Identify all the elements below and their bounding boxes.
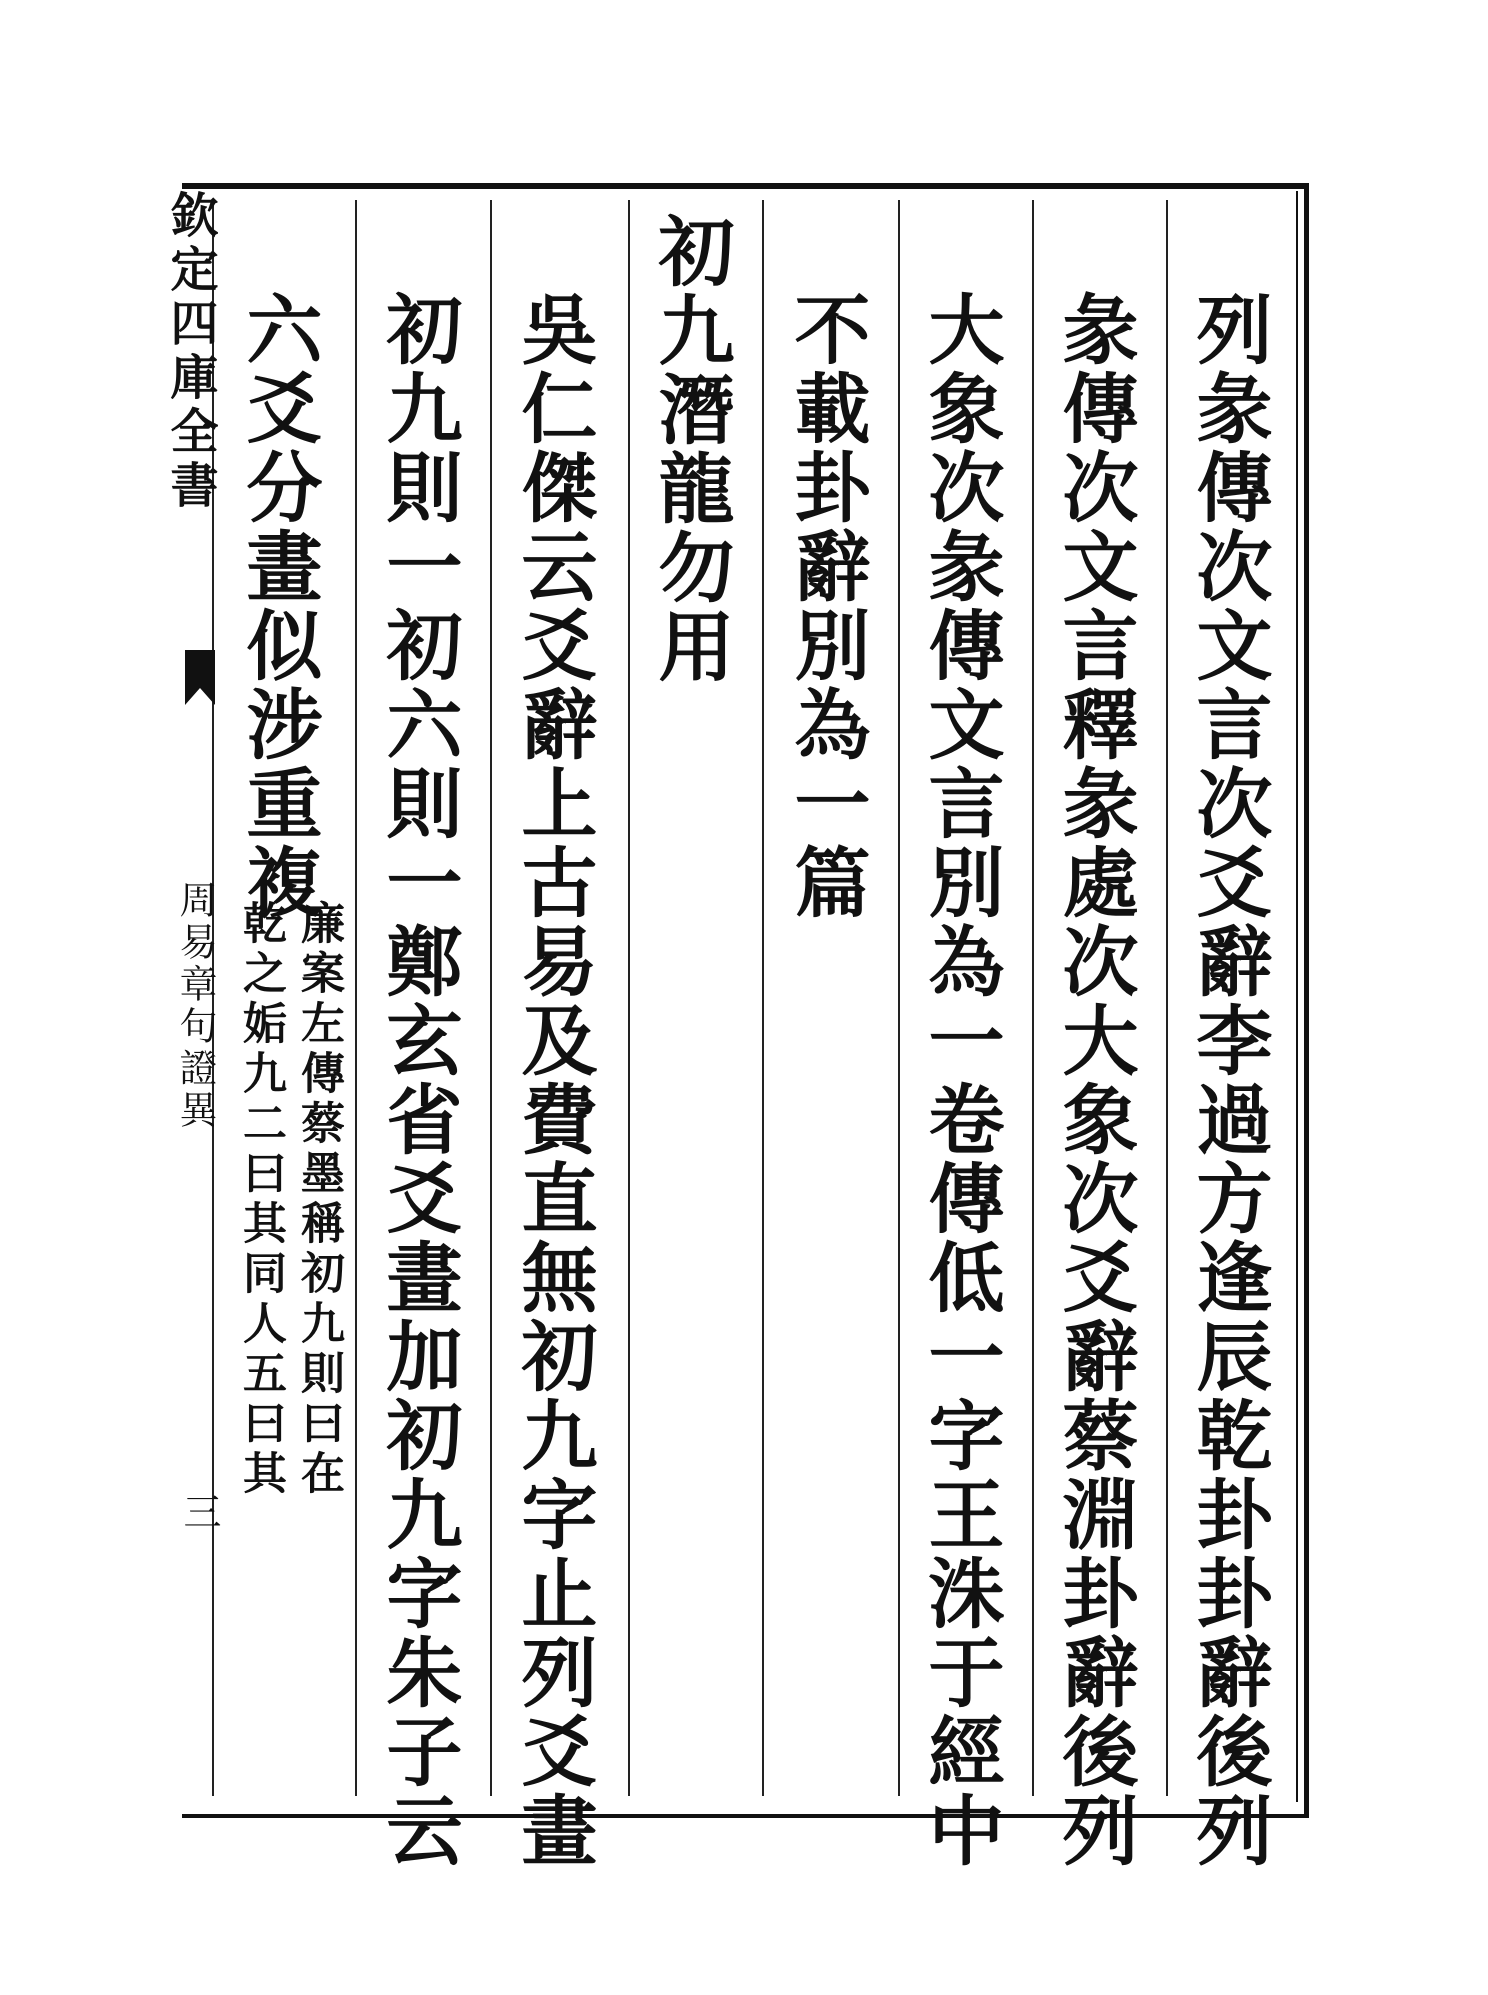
text-column-1: 列彖傳次文言次爻辭李過方逢辰乾卦卦辭後列 <box>1184 290 1273 1870</box>
column-rule <box>762 200 764 1796</box>
text-column-7: 初九則一初六則一鄭玄省爻畫加初九字朱子云 <box>374 290 463 1870</box>
fishtail-mark <box>185 650 215 710</box>
column-rule <box>628 200 630 1796</box>
text-column-5: 初九潛龍勿用 <box>646 212 735 686</box>
series-title: 欽定四庫全書 <box>162 190 218 514</box>
text-column-4: 不載卦辭別為一篇 <box>782 290 871 922</box>
frame-inner-rule <box>1296 191 1298 1802</box>
text-column-8-main: 六爻分畫似涉重複 <box>234 290 323 922</box>
column-rule <box>1032 200 1034 1796</box>
text-column-3: 大象次彖傳文言別為一卷傳低一字王洙于經中 <box>916 290 1005 1870</box>
annotation-left-line: 乾之姤九二曰其同人五曰其 <box>235 900 286 1500</box>
column-rule <box>1166 200 1168 1796</box>
column-rule <box>898 200 900 1796</box>
annotation-right-line: 廉案左傳蔡墨稱初九則曰在 <box>293 900 344 1500</box>
page-frame <box>177 183 1309 1818</box>
column-rule <box>490 200 492 1796</box>
section-title: 周易章句證異 <box>173 880 217 1132</box>
page-number: 三 <box>177 1492 221 1534</box>
column-rule <box>355 200 357 1796</box>
text-column-6: 吳仁傑云爻辭上古易及費直無初九字止列爻畫 <box>509 290 598 1870</box>
text-column-2: 彖傳次文言釋彖處次大象次爻辭蔡淵卦辭後列 <box>1050 290 1139 1870</box>
